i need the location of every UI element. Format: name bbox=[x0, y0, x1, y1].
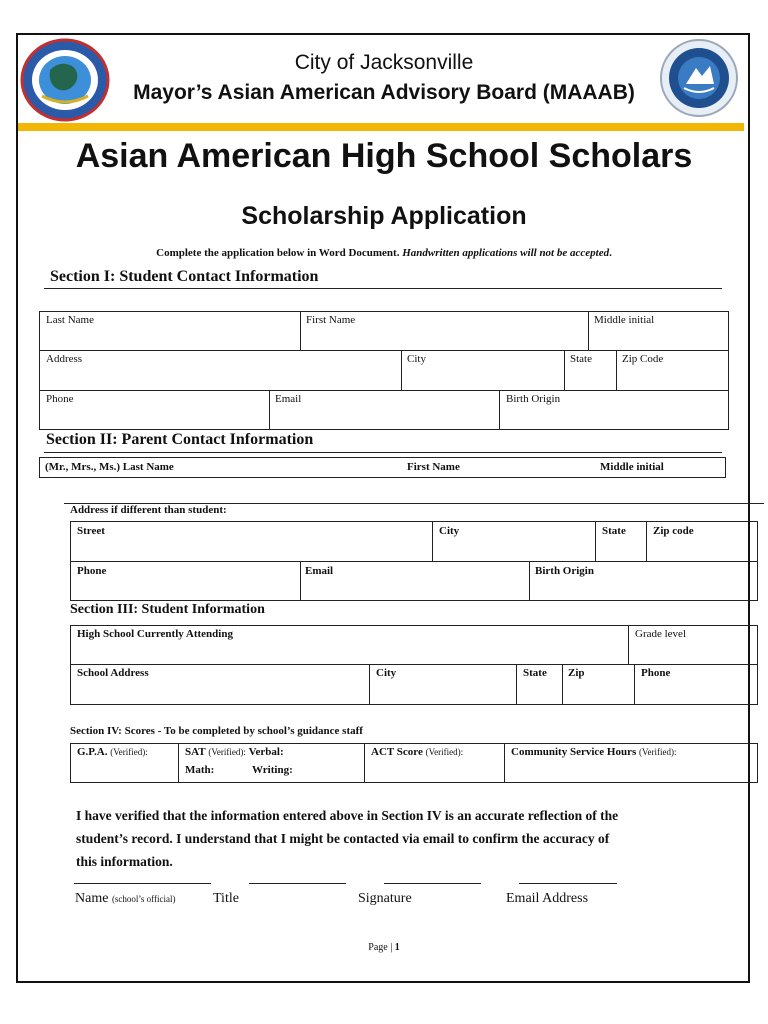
student-birth-origin-cell[interactable] bbox=[499, 390, 729, 430]
parent-birth-origin-label: Birth Origin bbox=[535, 565, 594, 577]
act-label bbox=[371, 746, 463, 758]
parent-first-name-label: First Name bbox=[407, 461, 460, 473]
page-subtitle: Scholarship Application bbox=[241, 202, 527, 230]
student-city-label: City bbox=[407, 353, 426, 365]
community-label bbox=[511, 746, 677, 758]
parent-city-label: City bbox=[439, 525, 460, 537]
parent-address-note: Address if different than student: bbox=[70, 504, 227, 516]
sat-text: SAT bbox=[185, 746, 206, 758]
gpa-text: G.P.A. bbox=[77, 746, 108, 758]
sat-writing: Writing: bbox=[252, 764, 293, 776]
gpa-verified: (Verified): bbox=[110, 747, 148, 757]
student-email-cell[interactable] bbox=[269, 390, 500, 430]
parent-name-row[interactable] bbox=[39, 457, 726, 478]
school-city-cell[interactable] bbox=[369, 664, 517, 705]
parent-email-label: Email bbox=[305, 565, 334, 577]
student-middle-initial-label: Middle initial bbox=[594, 314, 655, 326]
student-zip-label: Zip Code bbox=[622, 353, 664, 365]
sat-verbal: Verbal: bbox=[248, 746, 284, 758]
sat-label bbox=[185, 746, 284, 758]
parent-last-name-label: (Mr., Mrs., Ms.) Last Name bbox=[45, 461, 174, 473]
instructions-text: Complete the application below in Word Document. bbox=[156, 247, 403, 259]
school-zip-label: Zip bbox=[568, 667, 585, 679]
parent-middle-initial-label: Middle initial bbox=[600, 461, 664, 473]
name-caption bbox=[75, 891, 176, 907]
parent-zip-label: Zip code bbox=[653, 525, 694, 537]
act-text: ACT Score bbox=[371, 746, 423, 758]
page-separator: | bbox=[387, 942, 395, 953]
section1-heading: Section I: Student Contact Information bbox=[50, 268, 319, 285]
title-caption: Title bbox=[213, 891, 239, 906]
student-phone-label: Phone bbox=[46, 393, 74, 405]
verification-line-3: this information. bbox=[76, 854, 173, 869]
section2-heading: Section II: Parent Contact Information bbox=[46, 431, 314, 448]
student-middle-initial-cell[interactable] bbox=[588, 311, 729, 351]
community-text: Community Service Hours bbox=[511, 746, 637, 758]
section2-rule bbox=[44, 452, 722, 453]
parent-city-cell[interactable] bbox=[432, 521, 596, 562]
name-caption-note: (school’s official) bbox=[111, 894, 176, 904]
parent-street-label: Street bbox=[77, 525, 105, 537]
school-state-cell[interactable] bbox=[516, 664, 563, 705]
student-state-label: State bbox=[570, 353, 592, 365]
parent-email-cell[interactable] bbox=[300, 561, 530, 601]
email-signature-line[interactable] bbox=[519, 883, 617, 884]
title-signature-line[interactable] bbox=[249, 883, 346, 884]
student-first-name-cell[interactable] bbox=[300, 311, 589, 351]
instructions bbox=[0, 247, 768, 259]
student-first-name-label: First Name bbox=[306, 314, 356, 326]
student-state-cell[interactable] bbox=[564, 350, 617, 391]
header-board: Mayor’s Asian American Advisory Board (MAAAB) bbox=[133, 81, 635, 104]
student-phone-cell[interactable] bbox=[39, 390, 270, 430]
student-address-label: Address bbox=[46, 353, 83, 365]
school-zip-cell[interactable] bbox=[562, 664, 635, 705]
act-cell[interactable] bbox=[364, 743, 505, 783]
student-zip-cell[interactable] bbox=[616, 350, 729, 391]
header-divider bbox=[18, 123, 744, 131]
name-signature-line[interactable] bbox=[74, 883, 211, 884]
parent-phone-label: Phone bbox=[77, 565, 107, 577]
community-verified: (Verified): bbox=[639, 747, 677, 757]
parent-birth-origin-cell[interactable] bbox=[529, 561, 758, 601]
page-label: Page bbox=[368, 942, 388, 953]
school-address-cell[interactable] bbox=[70, 664, 370, 705]
grade-level-label: Grade level bbox=[635, 628, 686, 640]
high-school-label: High School Currently Attending bbox=[77, 628, 233, 640]
page-number: 1 bbox=[394, 942, 400, 953]
school-city-label: City bbox=[376, 667, 397, 679]
sat-math: Math: bbox=[185, 764, 215, 776]
school-phone-cell[interactable] bbox=[634, 664, 758, 705]
gpa-label bbox=[77, 746, 148, 758]
email-caption: Email Address bbox=[506, 891, 589, 906]
signature-caption: Signature bbox=[358, 891, 412, 906]
city-seal-logo bbox=[660, 38, 738, 118]
verification-line-2: student’s record. I understand that I might be contacted via email to confirm the accuracy of bbox=[76, 831, 610, 846]
page-title: Asian American High School Scholars bbox=[75, 137, 693, 175]
page-footer bbox=[0, 942, 768, 953]
sat-cell[interactable] bbox=[178, 743, 365, 783]
parent-state-cell[interactable] bbox=[595, 521, 647, 562]
section4-heading: Section IV: Scores - To be completed by school’s guidance staff bbox=[70, 725, 363, 737]
verification-statement bbox=[76, 804, 716, 873]
parent-state-label: State bbox=[602, 525, 626, 537]
grade-level-cell[interactable] bbox=[628, 625, 758, 665]
high-school-cell[interactable] bbox=[70, 625, 629, 665]
parent-zip-cell[interactable] bbox=[646, 521, 758, 562]
instructions-end: . bbox=[609, 247, 612, 259]
gpa-cell[interactable] bbox=[70, 743, 179, 783]
student-address-cell[interactable] bbox=[39, 350, 402, 391]
student-city-cell[interactable] bbox=[401, 350, 565, 391]
community-cell[interactable] bbox=[504, 743, 758, 783]
student-last-name-cell[interactable] bbox=[39, 311, 301, 351]
sat-verified: (Verified): bbox=[208, 747, 246, 757]
act-verified: (Verified): bbox=[425, 747, 464, 757]
section3-heading: Section III: Student Information bbox=[70, 602, 265, 617]
parent-phone-cell[interactable] bbox=[70, 561, 301, 601]
signature-line[interactable] bbox=[384, 883, 481, 884]
student-last-name-label: Last Name bbox=[46, 314, 94, 326]
name-caption-text: Name bbox=[75, 891, 109, 906]
section1-rule bbox=[44, 288, 722, 289]
header-city: City of Jacksonville bbox=[294, 51, 474, 74]
school-address-label: School Address bbox=[77, 667, 149, 679]
parent-street-cell[interactable] bbox=[70, 521, 433, 562]
student-birth-origin-label: Birth Origin bbox=[506, 393, 561, 405]
verification-line-1: I have verified that the information entered above in Section IV is an accurate reflection of the bbox=[76, 808, 619, 823]
school-state-label: State bbox=[523, 667, 547, 679]
school-phone-label: Phone bbox=[641, 667, 671, 679]
instructions-italic: Handwritten applications will not be accepted bbox=[402, 247, 610, 259]
student-email-label: Email bbox=[275, 393, 302, 405]
